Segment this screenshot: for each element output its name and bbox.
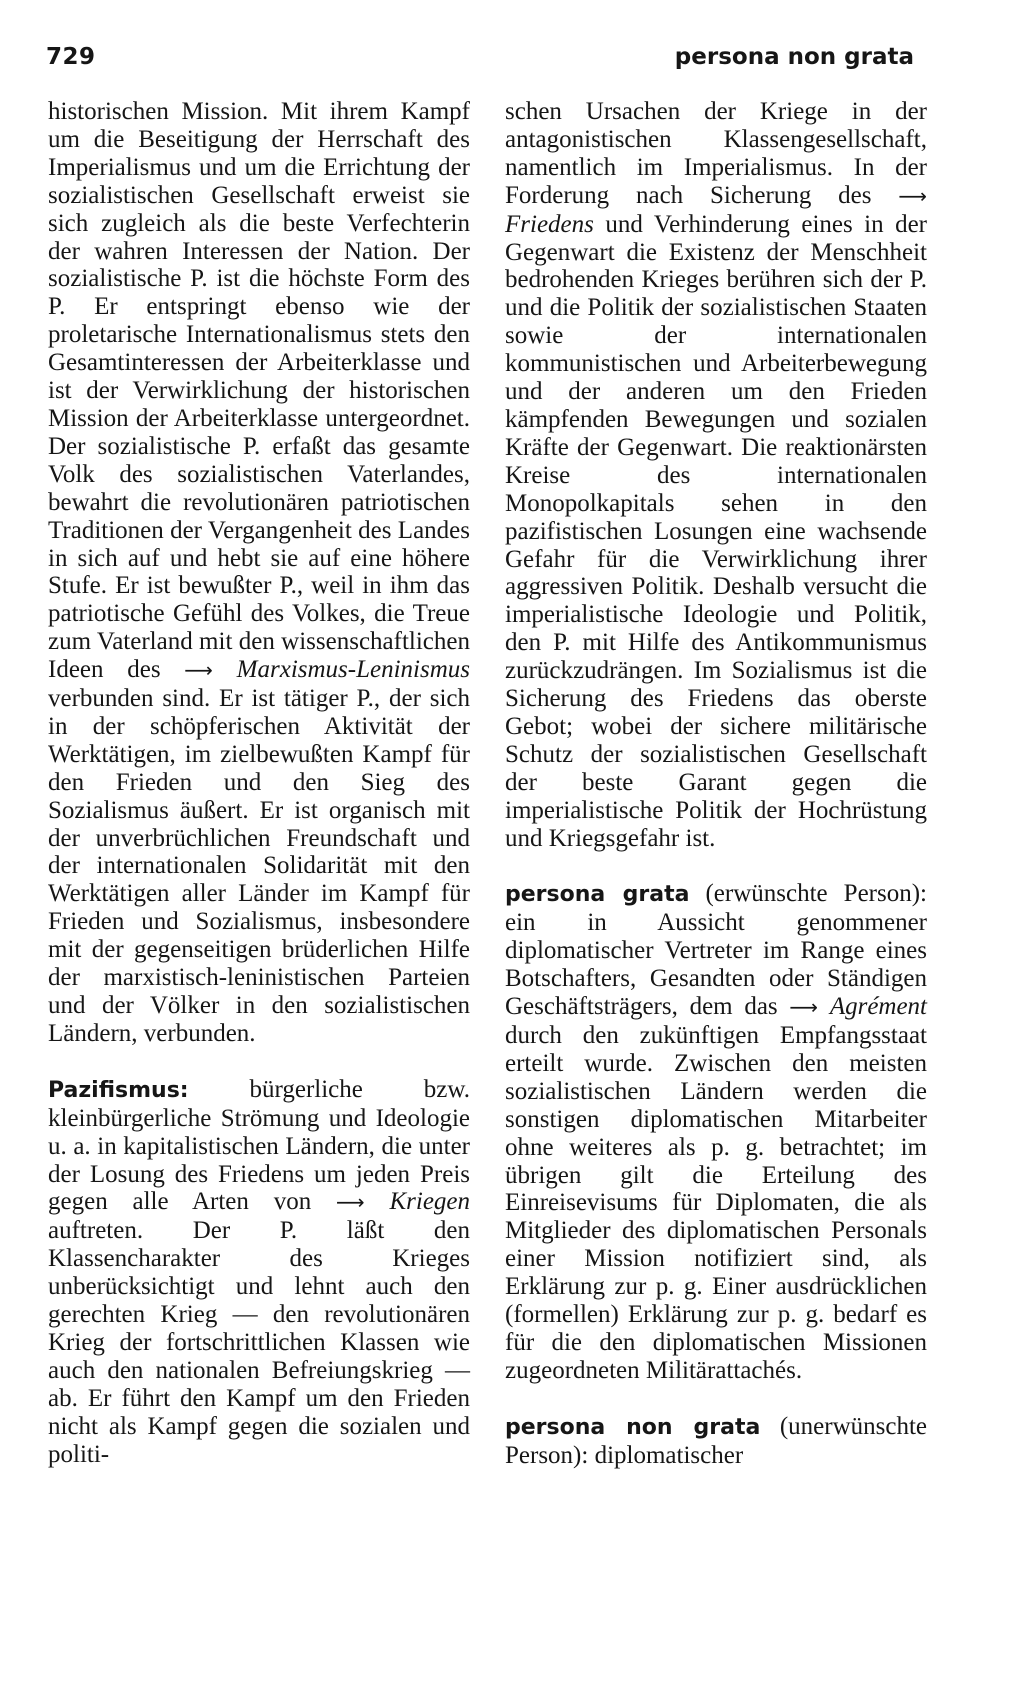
cross-reference-marxismus-leninismus: Marxismus-Leninismus [236,656,471,684]
cross-reference-arrow-icon: ⟶ [336,1190,365,1215]
cross-reference-kriegen: Kriegen [389,1188,471,1216]
cross-reference-agrement: Agrément [829,993,928,1021]
cross-reference-friedens: Friedens [505,210,594,238]
body-text: historischen Mission. Mit ihrem Kampf um die Beseitigung der Herrschaft des Imperialismus und um die Errichtung der sozialistischen Gesellschaft erweist sie sich zugleich als die beste Verfechterin der wahren Interessen der Nation. Der sozialistische P. ist die höchste Form des P. Er entspringt ebenso wie der proletarische Internationalismus stets den Gesamtinteressen der Arbeiterklasse und ist der Verwirklichung der historischen Mission der Arbeiterklasse untergeordnet. Der sozialistische P. erfaßt das gesamte Volk des sozialistischen Vaterlandes, bewahrt die revolutionären patriotischen Traditionen der Vergangenheit des Landes in sich auf und hebt sie auf eine höhere Stufe. Er ist bewußter P., weil in ihm das patriotische Gefühl des Volkes, die Treue zum Vaterland mit den wissenschaftlichen Ideen des [48,98,470,684]
running-head: persona non grata [674,44,914,70]
body-text: und Verhinderung eines in der Gegenwart die Existenz der Menschheit bedrohenden Krieges berühren sich der P. und die Politik der sozialistischen Staaten sowie der internationalen kommunistischen und Arbeiterbewegung und der anderen um den Frieden kämpfenden Bewegungen und sozialen Kräfte der Gegenwart. Die reaktionärsten Kreise des internationalen Monopolkapitals sehen in den pazifistischen Losungen eine wachsende Gefahr für die Verwirklichung ihrer aggressiven Politik. Deshalb versucht die imperialistische Ideologie und Politik, den P. mit Hilfe des Antikommunismus zurückzudrängen. Im Sozialismus ist die Sicherung des Friedens das oberste Gebot; wobei der sichere militärische Schutz der sozialistischen Gesellschaft der beste Garant gegen die imperialistische Politik der Hochrüstung und Kriegsgefahr ist. [505,210,927,852]
body-text: durch den zukünftigen Empfangsstaat erteilt wurde. Zwischen den meisten sozialistischen Ländern werden die sonstigen diplomatischen Mitarbeiter ohne weiteres als p. g. betrachtet; im übrigen gilt die Erteilung des Einreisevisums für Diplomaten, die als Mitglieder des diplomatischen Personals einer Mission notifiziert sind, als Erklärung zur p. g. Einer ausdrücklichen (formellen) Erklärung zur p. g. bedarf es für die den diplomatischen Missionen zugeordneten Militärattachés. [505,1022,927,1384]
right-column [505,98,927,1470]
entry-persona-non-grata [505,1413,927,1470]
cross-reference-arrow-icon: ⟶ [789,995,819,1020]
body-text: auftreten. Der P. läßt den Klassencharakter des Krieges unberücksichtigt und lehnt auch den gerechten Krieg — den revolutionären Krieg der fortschrittlichen Klassen wie auch den nationalen Befreiungskrieg — ab. Er führt den Kampf um den Frieden nicht als Kampf gegen die sozialen und politi- [48,1217,470,1468]
cross-reference-arrow-icon: ⟶ [898,183,927,208]
body-text: verbunden sind. Er ist tätiger P., der sich in der schöpferischen Aktivität der Werktätigen, im zielbewußten Kampf für den Frieden und den Sieg des Sozialismus äußert. Er ist organisch mit der unverbrüchlichen Freundschaft und der internationalen Solidarität mit den Werktätigen aller Länder im Kampf für Frieden und Sozialismus, insbesondere mit der gegenseitigen brüderlichen Hilfe der marxistisch-leninistischen Parteien und der Völker in den sozialistischen Ländern, verbunden. [48,685,470,1047]
left-column [48,98,470,1469]
body-text: schen Ursachen der Kriege in der antagonistischen Klassengesellschaft, namentlich im Imperialismus. In der Forderung nach Sicherung des [505,98,927,209]
page-header [46,44,914,80]
entry-headword: persona grata [505,882,690,908]
body-text: (unerwünschte Person): diplomatischer [505,1412,927,1469]
entry-pazifismus [48,1076,470,1469]
page-number: 729 [46,44,96,70]
body-text: (erwünschte Person): ein in Aussicht genommener diplomatischer Vertreter im Range eines Botschafters, Gesandten oder Ständigen Geschäftsträgers, dem das [505,880,927,1021]
entry-persona-grata [505,880,927,1384]
body-text: bürgerliche bzw. kleinbürgerliche Strömung und Ideologie u. a. in kapitalistischen Ländern, die unter der Losung des Friedens um jeden Preis gegen alle Arten von [48,1075,471,1216]
entry-headword: Pazifismus: [48,1077,189,1103]
paragraph-patriotismus-continuation [48,98,470,1048]
cross-reference-arrow-icon: ⟶ [184,658,213,683]
paragraph-pazifismus-continuation [505,98,927,852]
entry-headword: persona non grata [505,1414,761,1440]
